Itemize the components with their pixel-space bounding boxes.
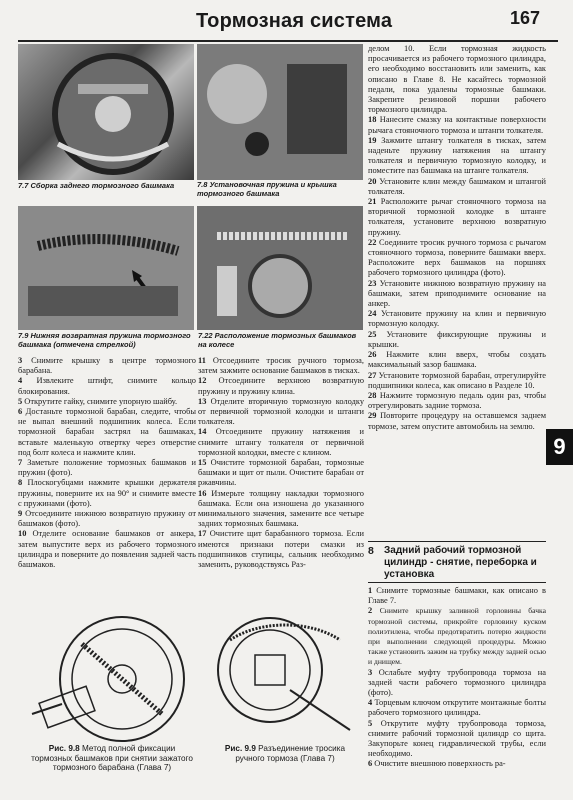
page-header [0,0,573,44]
caption-7-9: 7.9 Нижняя возвратная пружина тормозного башмака (отмечена стрелкой) [18,331,191,349]
photo-7-7 [18,44,194,180]
chapter-tab: 9 [546,429,573,465]
text-column-middle: 11 Отсоедините тросик ручного тормоза, затем зажмите основание башмаков в тисках. 12 Отсоедините верхнюю возвратную пружину и пружину клина. 13 Отделите вторичную тормозную колодку от первичной тормозной колодки и штанги толкателя. 14 Отсоедините пружину натяжения и снимите штангу толкателя от первичной тормозной колодки, вместе с клином. 15 Очистите тормозной барабан, тормозные башмаки и щит от пыли. Очистите барабан от ржавчины. 16 Измерьте толщину накладки тормозного башмака. Если она изношена до указанного минимального значения, замените все четыре задних тормозных башмака. 17 Очистите щит барабанного тормоза. Если имеются признаки потери смазки из подшипников ступицы, сальник необходимо заменить, руководствуясь Раз- [198,356,365,570]
section-heading [368,541,546,583]
caption-7-22: 7.22 Расположение тормозных башмаков на колесе [198,331,357,349]
text-column-right-section: 1 Снимите тормозные башмаки, как описано в Главе 7. 2 Снимите крышку заливной горловины бачка тормозной системы, прикройте горловину куском полиэтилена, чтобы предотвратить потерю жидкости при выполнении следующей процедуры. Можно также установить зажим на трубку между задней осью и днищем. 3 Ослабьте муфту трубопровода тормоза на задней части рабочего тормозного цилиндра (фото). 4 Торцевым ключом открутите монтажные болты рабочего тормозного цилиндра. 5 Открутите муфту трубопровода тормоза, снимите рабочий тормозной цилиндр со щита. Закупорьте конец гидравлической трубы, если необходимо. 6 Очистите внешнюю поверхность ра- [368,586,547,769]
header-divider [18,40,558,42]
section-title: Задний рабочий тормозной цилиндр - снятие, переборка и установка [384,545,537,580]
caption-9-9: Рис. 9.9 Разъединение тросика ручного тормоза (Глава 7) [224,744,346,763]
caption-7-8: 7.8 Установочная пружина и крышка тормозного башмака [197,180,337,198]
figure-9-9-drawing [200,600,364,744]
photo-7-8 [197,44,363,180]
page-number: 167 [510,8,541,28]
caption-9-8: Рис. 9.8 Метод полной фиксации тормозных башмаков при снятии зажатого тормозного барабана (Глава 7) [31,744,193,773]
section-number: 8 [368,545,374,557]
photo-7-22 [197,206,363,330]
page-title: Тормозная система [196,10,393,32]
text-column-right: делом 10. Если тормозная жидкость просачивается из рабочего тормозного цилиндра, его необходимо восстановить или заменить, как описано в Главе 8. Не касайтесь тормозной педали, пока удалены тормозные башмаки. Закрепите резиновой поршни рабочего тормозного цилиндра. 18 Нанесите смазку на контактные поверхности рычага стояночного тормоза и штанги толкателя. 19 Зажмите штангу толкателя в тисках, затем наденьте пружину натяжения на штангу толкателя и первичную тормозную колодку, и поместите паз башмака на штанге толкателя. 20 Установите клин между башмаком и штангой толкателя. 21 Расположите рычаг стояночного тормоза на вторичной тормозной колодке в штанге толкателя, установите верхнюю возвратную пружину. 22 Соедините тросик ручного тормоза с рычагом стояночного тормоза, поверните башмаки вверх. Расположите верх башмаков на поршнях рабочего тормозного цилиндра (фото). 23 Установите нижнюю возвратную пружину на башмаки, затем приподнимите основание на анкер. 24 Установите пружину на клин и первичную тормозную колодку. 25 Установите фиксирующие пружины и крышки. 26 Нажмите клин вверх, чтобы создать максимальный зазор башмака. 27 Установите тормозной барабан, отрегулируйте подшипники колеса, как описано в Разделе 10. 28 Нажмите тормозную педаль один раз, чтобы отрегулировать задние тормоза. 29 Повторите процедуру на оставшемся заднем тормозе, затем опустите автомобиль на землю. [368,44,547,431]
figure-9-8-drawing [22,604,194,744]
caption-7-7: 7.7 Сборка заднего тормозного башмака [18,181,175,190]
text-column-left: 3 Снимите крышку в центре тормозного барабана. 4 Извлеките штифт, снимите кольцо блокирования. 5 Открутите гайку, снимите упорную шайбу. 6 Достаньте тормозной барабан, следите, чтобы не выпал внешний подшипник колеса. Если тормозной барабан застрял на башмаках, вставьте маленькую отвертку через отверстие под болт колеса и нажмите клин. 7 Заметьте положение тормозных башмаков и пружин (фото). 8 Плоскогубцами нажмите крышки держателя пружины, поверните их на 90° и снимите вместе с пружинами (фото). 9 Отсоедините нижнюю возвратную пружину от башмаков (фото). 10 Отделите основание башмаков от анкера, затем выпустите верх из рабочего тормозного цилиндра и поверните до появления задней часть башмаков. [18,356,197,570]
photo-7-9 [18,206,194,330]
